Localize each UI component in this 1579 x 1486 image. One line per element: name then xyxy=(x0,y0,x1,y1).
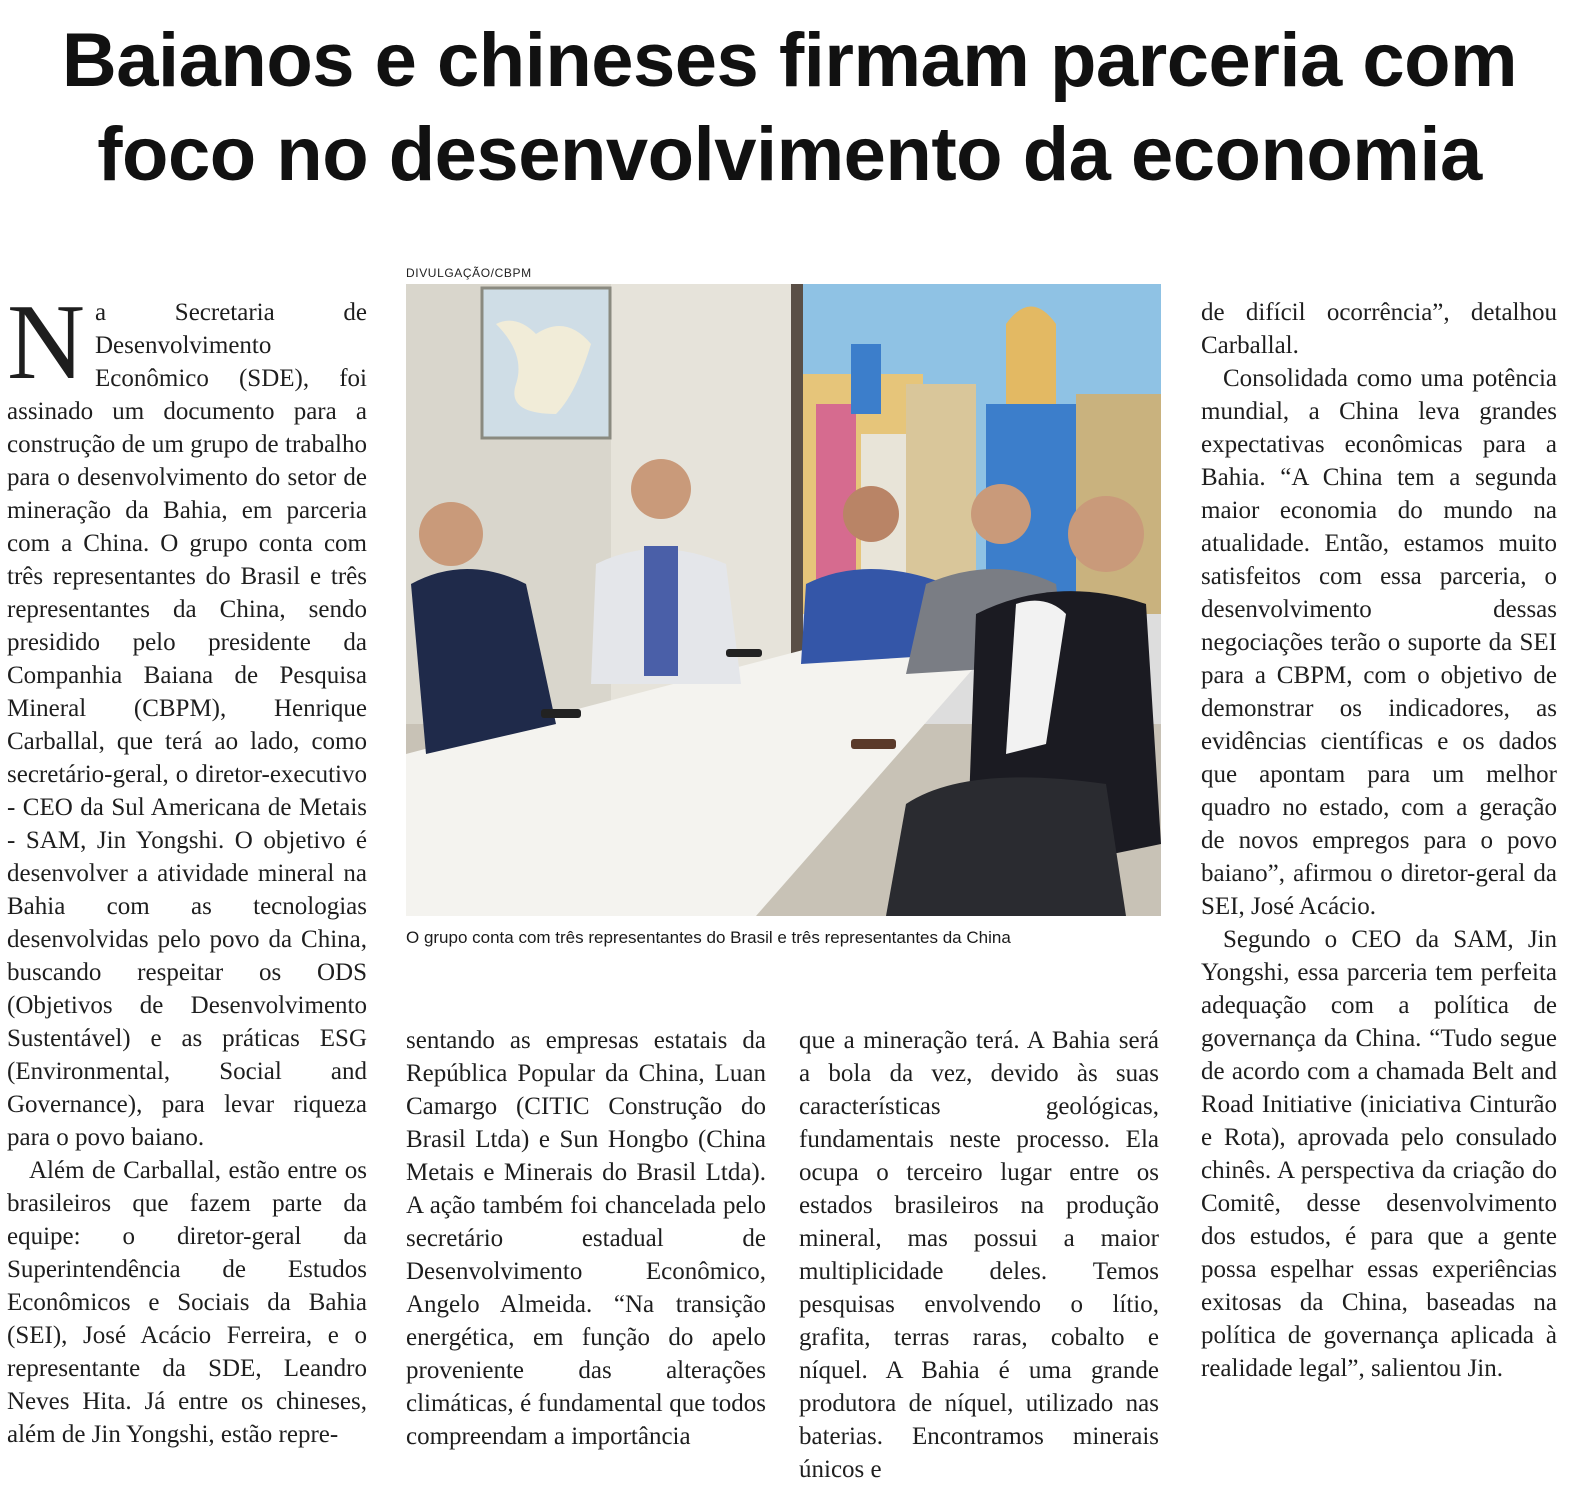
article-paragraph: Além de Carballal, estão entre os brasileiros que fazem parte da equipe: o diretor-geral da Superintendência de Estudos Econômicos e Sociais da Bahia (SEI), José Acácio Ferreira, e o representante da SDE, Leandro Neves Hita. Já entre os chineses, além de Jin Yongshi, estão repre- xyxy=(7,1157,367,1448)
drop-cap: N xyxy=(7,283,85,402)
article-paragraph: de difícil ocorrência”, detalhou Carballal. xyxy=(1201,299,1557,359)
article-paragraph: Consolidada como uma potência mundial, a China leva grandes expectativas econômicas para a Bahia. “A China tem a segunda maior economia do mundo na atualidade. Então, estamos muito satisfeitos com essa parceria, o desenvolvimento dessas negociações terão o suporte da SEI para a CBPM, com o objetivo de demonstrar os indicadores, as evidências científicas e os dados que apontam para um melhor quadro no estado, com a geração de novos empregos para o povo baiano”, afirmou o diretor-geral da SEI, José Acácio. xyxy=(1201,365,1557,920)
headline xyxy=(0,14,1579,202)
headline-line-2: foco no desenvolvimento da economia xyxy=(97,112,1482,197)
article-paragraph: que a mineração terá. A Bahia será a bola da vez, devido às suas características geológicas, fundamentais neste processo. Ela ocupa o terceiro lugar entre os estados brasileiros na produção mineral, mas possui a maior multiplicidade deles. Temos pesquisas envolvendo o lítio, grafita, terras raras, cobalto e níquel. A Bahia é uma grande produtora de níquel, utilizado nas baterias. Encontramos minerais únicos e xyxy=(799,1027,1159,1483)
photo-credit: DIVULGAÇÃO/CBPM xyxy=(406,266,532,280)
article-paragraph: Segundo o CEO da SAM, Jin Yongshi, essa parceria tem perfeita adequação com a política de governança da China. “Tudo segue de acordo com a chamada Belt and Road Initiative (iniciativa Cinturão e Rota), aprovada pelo consulado chinês. A perspectiva da criação do Comitê, desse desenvolvimento dos estudos, é para que a gente possa espelhar essas experiências exitosas da China, baseadas na política de governança aplicada à realidade legal”, salientou Jin. xyxy=(1201,926,1557,1382)
article-column-4 xyxy=(1201,296,1557,1385)
article-column-3 xyxy=(799,1024,1159,1486)
article-column-1 xyxy=(7,283,367,1451)
article-paragraph: sentando as empresas estatais da República Popular da China, Luan Camargo (CITIC Construção do Brasil Ltda) e Sun Hongbo (China Metais e Minerais do Brasil Ltda). A ação também foi chancelada pelo secretário estadual de Desenvolvimento Econômico, Angelo Almeida. “Na transição energética, em função do apelo proveniente das alterações climáticas, é fundamental que todos compreendam a importância xyxy=(406,1027,766,1450)
photo-caption: O grupo conta com três representantes do Brasil e três representantes da China xyxy=(406,928,1011,947)
article-photo xyxy=(406,284,1161,916)
paragraph-text: a Secretaria de Desenvolvimento Econômico (SDE), foi assinado um documento para a construção de um grupo de trabalho para o desenvolvimento do setor de mineração da Bahia, em parceria com a China. O grupo conta com três representantes do Brasil e três representantes da China, sendo presidido pelo presidente da Companhia Baiana de Pesquisa Mineral (CBPM), Henrique Carballal, que terá ao lado, como secretário-geral, o diretor-executivo - CEO da Sul Americana de Metais - SAM, Jin Yongshi. O objetivo é desenvolver a atividade mineral na Bahia com as tecnologias desenvolvidas pelo povo da China, buscando respeitar os ODS (Objetivos de Desenvolvimento Sustentável) e as práticas ESG (Environmental, Social and Governance), para levar riqueza para o povo baiano. xyxy=(7,299,367,1151)
headline-line-1: Baianos e chineses firmam parceria com xyxy=(61,18,1518,103)
article-column-2 xyxy=(406,1024,766,1453)
article-paragraph xyxy=(7,283,367,1154)
meeting-photo-illustration xyxy=(406,284,1161,916)
